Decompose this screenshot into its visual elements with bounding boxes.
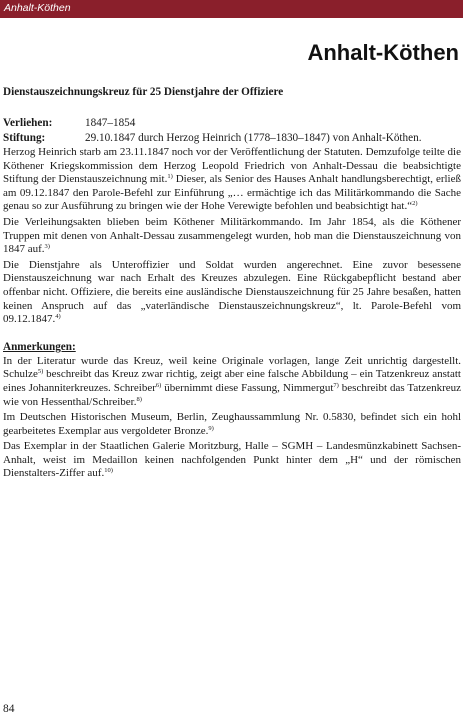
footnote-ref: 4)	[55, 313, 61, 321]
text-run: Die Dienstjahre als Unteroffizier und Soldat wurden angerechnet. Eine zuvor besessene Dienstauszeichnung war nach Erhalt des Kreuzes abzulegen. Eine Rückgabepflicht bestand aber offenbar nicht. Offiziere, die bereits eine ausländische Dienstauszeichnung für 25 Jahre besaßen, hatten keinen Anspruch auf das „vaterländische Dienstauszeichnungskreuz“, lt. Parole-Befehl vom 09.12.1847.	[3, 258, 461, 326]
anmerkung-paragraph-2	[3, 411, 461, 438]
header-bar	[0, 0, 463, 18]
verliehen-row	[3, 116, 461, 131]
anmerkungen-heading: Anmerkungen:	[3, 340, 76, 353]
stiftung-label: Stiftung:	[3, 132, 46, 144]
meta-block	[3, 116, 461, 146]
verliehen-label: Verliehen:	[3, 117, 53, 129]
anmerkung-paragraph-3	[3, 440, 461, 481]
body-paragraph-1	[3, 146, 461, 214]
footnote-ref: 10)	[104, 467, 113, 475]
footnote-ref: 1)	[167, 173, 173, 181]
stiftung-value: 29.10.1847 durch Herzog Heinrich (1778–1830–1847) von Anhalt-Köthen.	[85, 132, 422, 144]
footnote-ref: 9)	[208, 424, 214, 432]
page-number: 84	[3, 703, 15, 715]
text-run: Herzog Heinrich starb am 23.11.1847 noch vor der Veröffentlichung der Statuten. Demzufolge teilte die Köthener Kriegskommission dem Herzog Leopold Friedrich von Anhalt-Dessau die beabsichtigte Stiftung der Dienstauszeichnung mit.	[3, 146, 461, 186]
footnote-ref: 8)	[136, 395, 142, 403]
running-header-label: Anhalt-Köthen	[4, 2, 71, 14]
footnote-ref: 3)	[44, 243, 50, 251]
text-run: In der Literatur wurde das Kreuz, weil keine Originale vorlagen, lange Zeit unrichtig dargestellt. Schulze	[3, 354, 461, 381]
verliehen-value: 1847–1854	[85, 117, 136, 129]
page-content	[3, 18, 461, 481]
page-title: Anhalt-Köthen	[307, 40, 459, 65]
text-run: Die Verleihungsakten blieben beim Köthener Militärkommando. Im Jahr 1854, als die Köthener Truppen mit denen von Anhalt-Dessau zusammengelegt wurden, hob man die Dienstauszeichnung von 1847 auf.	[3, 215, 461, 256]
section-subtitle: Dienstauszeichnungskreuz für 25 Dienstjahre der Offiziere	[3, 86, 284, 98]
text-run: Im Deutschen Historischen Museum, Berlin, Zeughaussammlung Nr. 0.5830, befindet sich ein hohl gearbeitetes Exemplar aus vergoldeter Bronze.	[3, 411, 461, 437]
text-run: Das Exemplar in der Staatlichen Galerie Moritzburg, Halle – SGMH – Landesmünzkabinett Sachsen-Anhalt, weist im Medaillon keinen nachfolgenden Punkt hinter dem „H“ und der römischen Dienstalters-Ziffer auf.	[3, 440, 461, 480]
stiftung-row	[3, 131, 461, 146]
footnote-ref: 6)	[155, 381, 162, 389]
text-run: Dieser, als Senior des Hauses Anhalt handlungsberechtigt, erließ am 09.12.1847 den Parole-Befehl zur Einführung „… ermächtige ich das Militärkommando die Sache genau so zur Ausführung zu bringen wie der Hohe Verewigte befohlen und beabsichtigt hat.“	[3, 173, 461, 213]
text-run: beschreibt das Tatzenkreuz wie von Hessenthal/Schreiber.	[3, 381, 462, 408]
anmerkung-paragraph-1	[3, 355, 461, 409]
text-run: beschreibt das Kreuz zwar richtig, zeigt aber eine falsche Abbildung – ein Tatzenkreuz anstatt eines Johanniterkreuzes. Schreiber	[3, 368, 461, 394]
footnote-ref: 2)	[412, 200, 418, 208]
footnote-ref: 5)	[37, 368, 44, 376]
text-run: übernimmt diese Fassung, Nimmergut	[161, 381, 334, 394]
body-paragraph-2	[3, 216, 461, 257]
body-paragraph-3	[3, 259, 461, 327]
footnote-ref: 7)	[333, 381, 339, 389]
